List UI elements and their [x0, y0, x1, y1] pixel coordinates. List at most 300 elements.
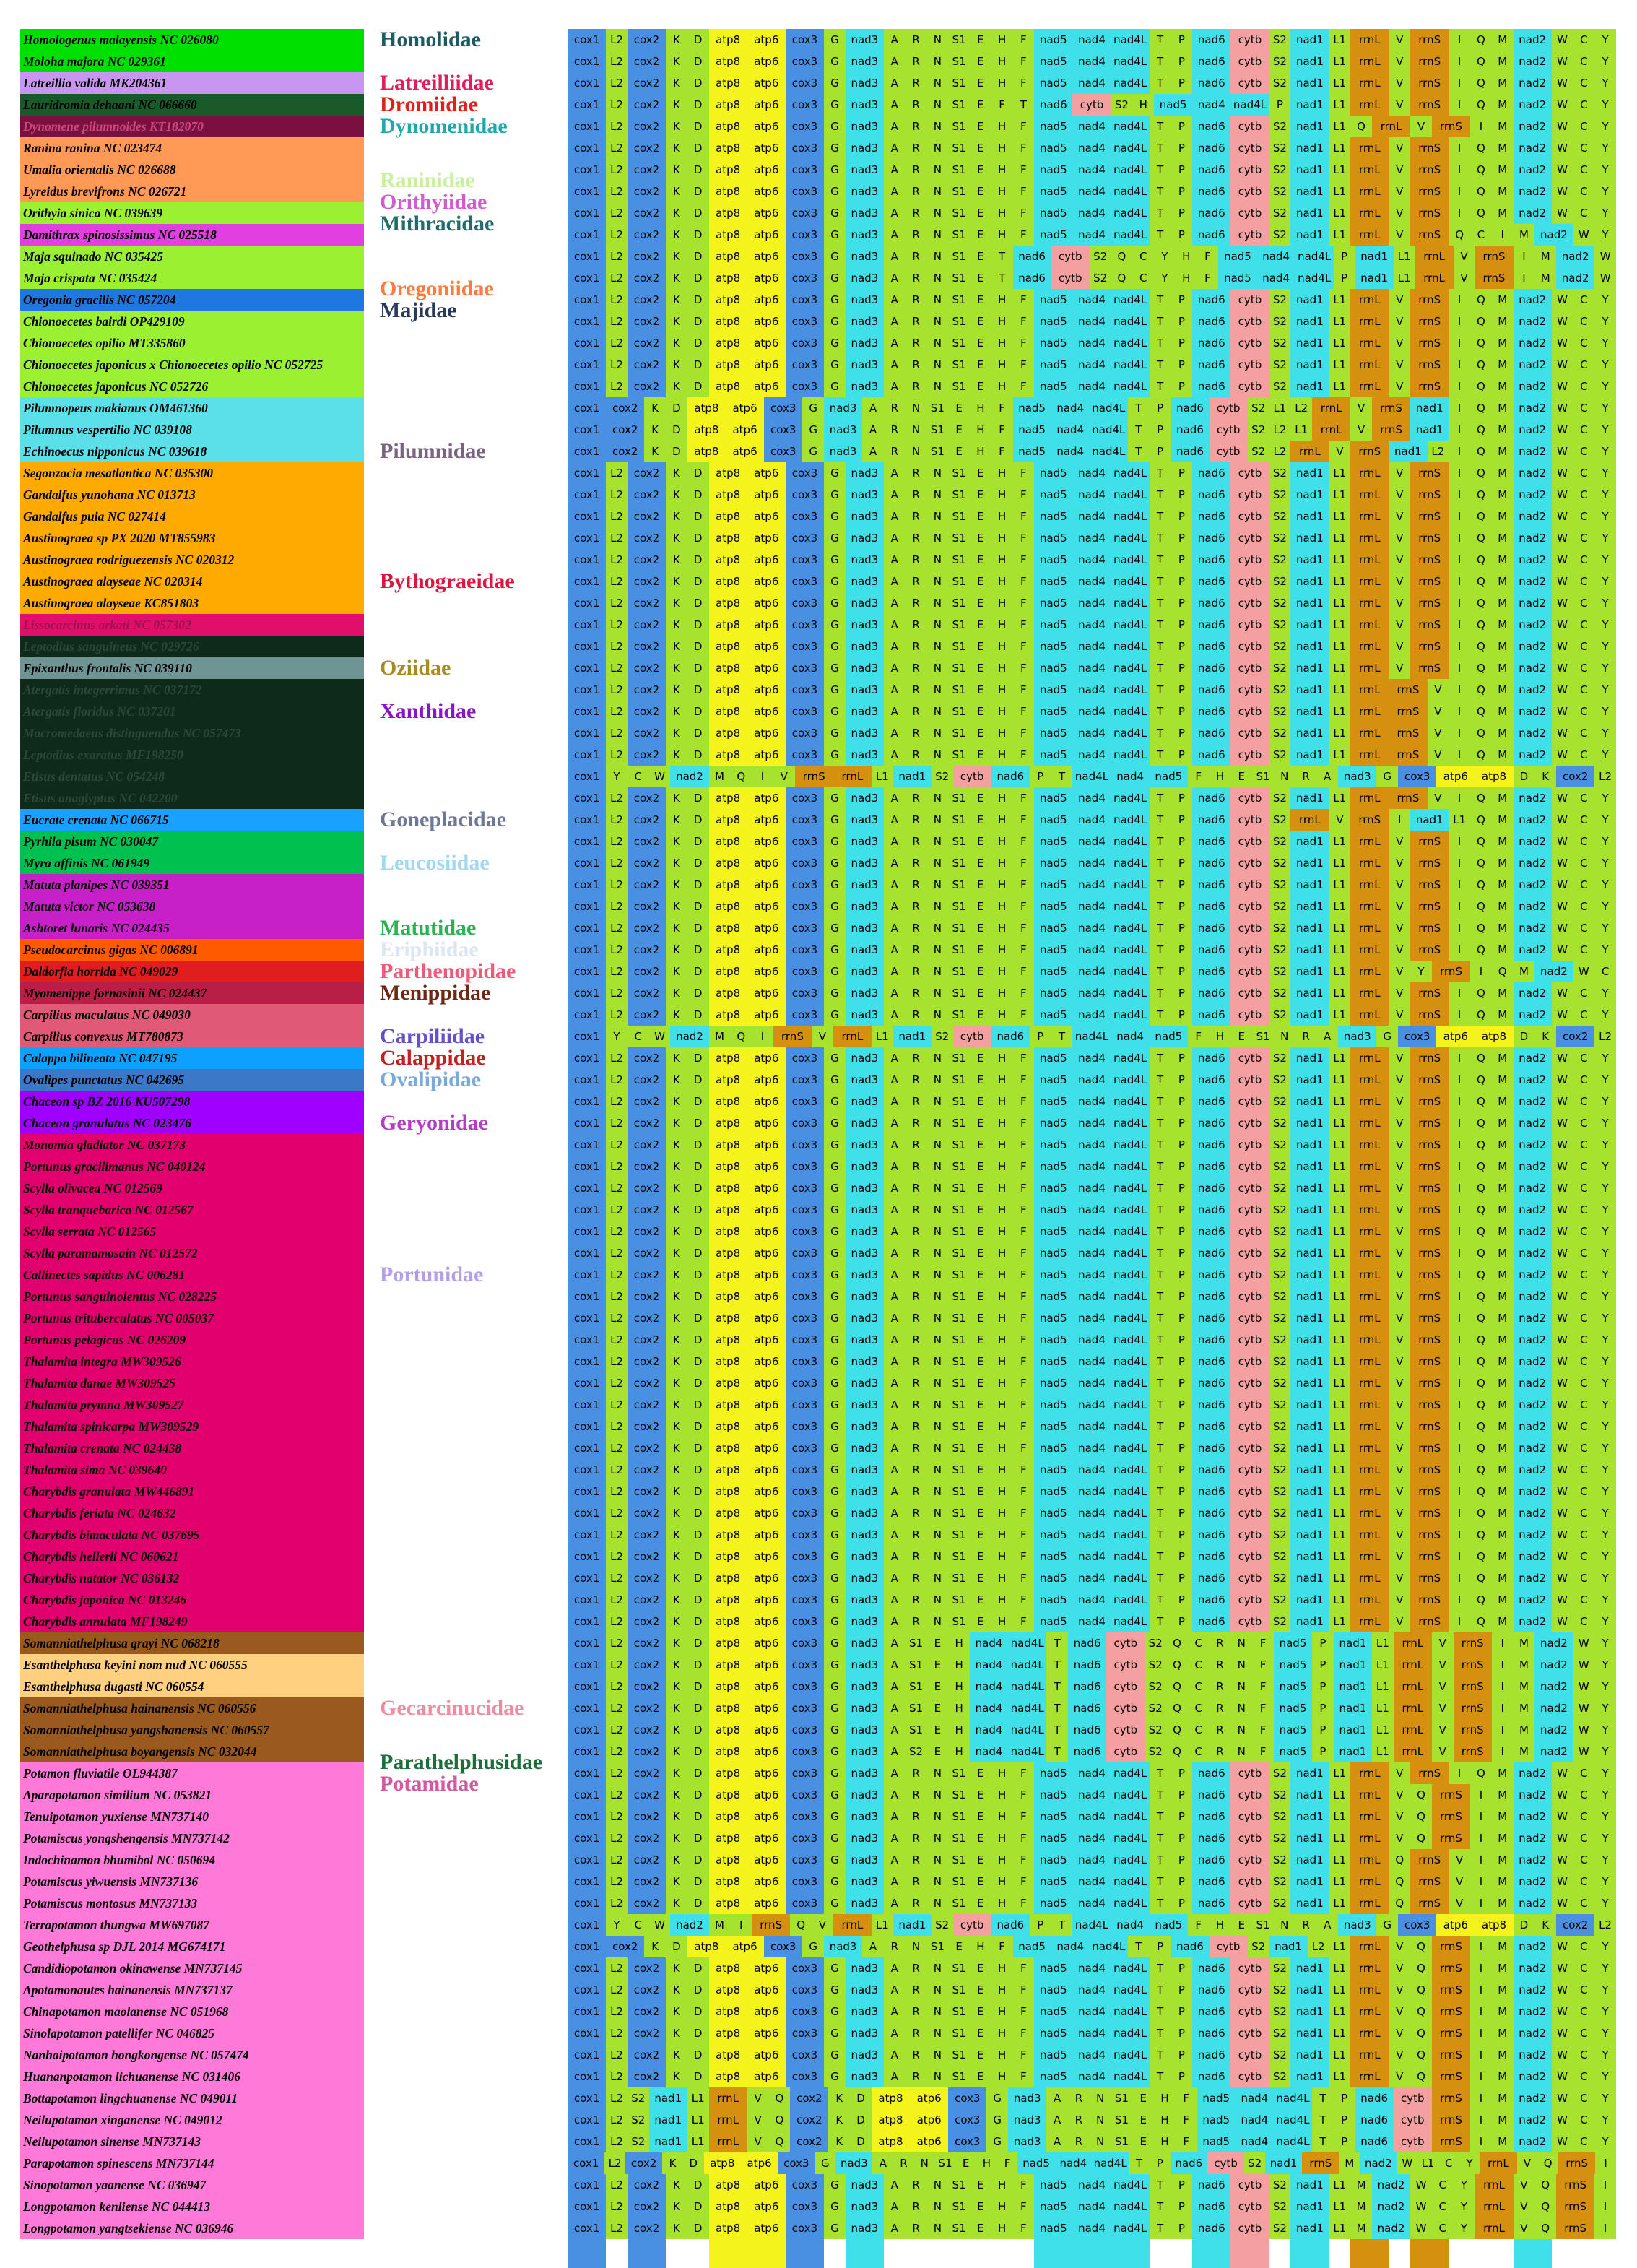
gene-l1-block: L1: [1329, 1784, 1350, 1806]
gene-f-block: F: [1013, 1871, 1035, 1892]
gene-n-block: N: [926, 1481, 948, 1502]
gene-f-block: F: [1013, 1134, 1035, 1156]
gene-nad4l-block: nad4L: [1230, 94, 1269, 116]
gene-f-block: F: [1013, 961, 1035, 982]
gene-rrns-block: rrnS: [1389, 722, 1427, 744]
gene-p-block: P: [1171, 874, 1192, 896]
gene-h-block: H: [1154, 2087, 1176, 2109]
gene-s2-block: S2: [1269, 462, 1291, 484]
gene-nad4l-block: nad4L: [1274, 2131, 1312, 2152]
gene-p-block: P: [1171, 1871, 1192, 1892]
gene-v-block: V: [1389, 224, 1410, 246]
gene-nad6-block: nad6: [1192, 852, 1230, 874]
gene-k-block: K: [666, 1091, 687, 1112]
gene-rrns-block: rrnS: [1410, 1502, 1449, 1524]
gene-t-block: T: [1013, 94, 1035, 116]
gene-nad4-block: nad4: [1072, 181, 1111, 202]
gene-h-block: H: [991, 484, 1013, 506]
gene-r-block: R: [906, 1784, 927, 1806]
gene-rrns-block: rrnS: [773, 1026, 812, 1047]
gene-nad6-block: nad6: [1013, 246, 1051, 267]
gene-s1-block: S1: [948, 246, 970, 267]
gene-cox3-block: cox3: [786, 874, 824, 896]
gene-cox3-block: cox3: [786, 1806, 824, 1827]
gene-rrnl-block: rrnL: [1350, 1871, 1389, 1892]
gene-v-block: V: [1432, 1632, 1454, 1654]
gene-q-block: Q: [1166, 1654, 1188, 1676]
gene-g-block: G: [824, 744, 846, 766]
gene-s2-block: S2: [1269, 484, 1291, 506]
gene-g-block: G: [824, 2174, 846, 2196]
gene-t-block: T: [1150, 1459, 1171, 1481]
gene-atp6-block: atp6: [747, 1481, 786, 1502]
gene-e-block: E: [970, 1957, 991, 1979]
gene-nad3-block: nad3: [846, 2066, 884, 2087]
gene-cytb-block: cytb: [1230, 1221, 1269, 1242]
gene-p-block: P: [1171, 1264, 1192, 1286]
gene-nad5-block: nad5: [1034, 679, 1072, 701]
species-label: Aparapotamon similium NC 053821: [20, 1784, 364, 1806]
gene-rrnl-block: rrnL: [1350, 1784, 1389, 1806]
gene-rrns-block: rrnS: [1432, 116, 1470, 137]
gene-e-block: E: [970, 1394, 991, 1416]
gene-i-block: I: [1492, 224, 1514, 246]
gene-cox1-block: cox1: [568, 1004, 606, 1026]
gene-t-block: T: [1128, 397, 1150, 419]
gene-nad5-block: nad5: [1034, 29, 1072, 51]
gene-s1-block: S1: [948, 1437, 970, 1459]
gene-s1-block: S1: [948, 1286, 970, 1307]
gene-k-block: K: [666, 1134, 687, 1156]
gene-d-block: D: [687, 311, 709, 332]
gene-atp6-block: atp6: [747, 2217, 786, 2239]
gene-nad4l-block: nad4L: [1111, 1156, 1150, 1177]
gene-d-block: D: [666, 441, 687, 462]
gene-m-block: M: [1492, 1307, 1514, 1329]
gene-rrns-block: rrnS: [1556, 2174, 1594, 2196]
gene-k-block: K: [666, 1589, 687, 1611]
gene-nad3-block: nad3: [846, 852, 884, 874]
gene-t-block: T: [1150, 311, 1171, 332]
gene-nad1-block: nad1: [1290, 1567, 1329, 1589]
gene-nad2-block: nad2: [1514, 852, 1552, 874]
gene-cox2-block: cox2: [628, 1957, 666, 1979]
gene-s1-block: S1: [948, 224, 970, 246]
gene-e-block: E: [970, 527, 991, 549]
gene-atp8-block: atp8: [709, 939, 747, 961]
species-label: Potamiscus montosus MN737133: [20, 1892, 364, 1914]
gene-t-block: T: [1150, 1567, 1171, 1589]
gene-h-block: H: [991, 1286, 1013, 1307]
gene-r-block: R: [906, 72, 927, 94]
gene-nad4-block: nad4: [1072, 592, 1111, 614]
gene-t-block: T: [1150, 1351, 1171, 1372]
gene-c-block: C: [1573, 2087, 1594, 2109]
family-label: Raninidae: [380, 168, 475, 192]
gene-cox2-block: cox2: [628, 1221, 666, 1242]
gene-nad5-block: nad5: [1034, 1199, 1072, 1221]
gene-l2-block: L2: [606, 484, 628, 506]
gene-e-block: E: [970, 1459, 991, 1481]
gene-rrnl-block: rrnL: [1394, 1697, 1432, 1719]
gene-r-block: R: [906, 484, 927, 506]
gene-l2-block: L2: [606, 2022, 628, 2044]
gene-cox3-block: cox3: [786, 809, 824, 831]
gene-atp6-block: atp6: [747, 51, 786, 72]
gene-n-block: N: [1230, 1632, 1252, 1654]
gene-cox2-block: cox2: [628, 1156, 666, 1177]
gene-h-block: H: [991, 224, 1013, 246]
gene-h-block: H: [991, 1242, 1013, 1264]
gene-rrnl-block: rrnL: [1350, 1524, 1389, 1546]
gene-atp6-block: atp6: [747, 1784, 786, 1806]
gene-cox1-block: cox1: [568, 1741, 606, 1762]
gene-nad5-block: nad5: [1034, 917, 1072, 939]
gene-t-block: T: [1150, 51, 1171, 72]
gene-l2-block: L2: [606, 2174, 628, 2196]
gene-g-block: G: [824, 1177, 846, 1199]
gene-i-block: I: [1594, 2174, 1616, 2196]
gene-p-block: P: [1171, 527, 1192, 549]
gene-w-block: W: [1552, 787, 1573, 809]
gene-nad4l-block: nad4L: [1111, 1372, 1150, 1394]
gene-e-block: E: [970, 2066, 991, 2087]
gene-nad4-block: nad4: [1072, 1481, 1111, 1502]
gene-v-block: V: [1350, 419, 1372, 441]
gene-l1-block: L1: [1394, 267, 1415, 289]
gene-f-block: F: [1176, 2087, 1197, 2109]
gene-nad4-block: nad4: [1072, 1134, 1111, 1156]
gene-cytb-block: cytb: [1230, 1806, 1269, 1827]
gene-l1-block: L1: [687, 2109, 709, 2131]
gene-n-block: N: [926, 1806, 948, 1827]
gene-atp8-block: atp8: [709, 1806, 747, 1827]
gene-q-block: Q: [1470, 982, 1492, 1004]
gene-c-block: C: [1438, 2152, 1459, 2174]
gene-rrns-block: rrnS: [1454, 1654, 1492, 1676]
gene-t-block: T: [1150, 1307, 1171, 1329]
gene-k-block: K: [666, 1719, 687, 1741]
gene-y-block: Y: [1594, 549, 1616, 571]
gene-i-block: I: [1449, 1567, 1470, 1589]
gene-nad5-block: nad5: [1034, 1871, 1072, 1892]
gene-g-block: G: [824, 29, 846, 51]
gene-p-block: P: [1171, 2174, 1192, 2196]
gene-cox1-block: cox1: [568, 484, 606, 506]
gene-rrnl-block: rrnL: [1350, 1936, 1389, 1957]
gene-h-block: H: [991, 1762, 1013, 1784]
species-label: Scylla tranquebarica NC 012567: [20, 1199, 364, 1221]
gene-d-block: D: [687, 202, 709, 224]
gene-nad1-block: nad1: [1290, 462, 1329, 484]
family-label: Eriphiidae: [380, 938, 479, 961]
gene-atp6-block: atp6: [747, 1524, 786, 1546]
gene-n-block: N: [926, 787, 948, 809]
gene-s1-block: S1: [948, 1502, 970, 1524]
gene-s1-block: S1: [948, 2066, 970, 2087]
gene-cytb-block: cytb: [1230, 1091, 1269, 1112]
gene-l2-block: L2: [606, 1372, 628, 1394]
gene-l1-block: L1: [1449, 809, 1470, 831]
gene-cox1-block: cox1: [568, 267, 606, 289]
gene-k-block: K: [666, 1849, 687, 1871]
gene-r-block: R: [906, 1091, 927, 1112]
gene-atp8-block: atp8: [709, 1416, 747, 1437]
species-label: Chinapotamon maolanense NC 051968: [20, 2001, 364, 2022]
gene-cytb-block: cytb: [1230, 1264, 1269, 1286]
gene-n-block: N: [926, 1827, 948, 1849]
family-label: Latreilliidae: [380, 71, 494, 95]
gene-q-block: Q: [1470, 94, 1492, 116]
gene-l2-block: L2: [606, 549, 628, 571]
gene-nad4-block: nad4: [970, 1676, 1008, 1697]
gene-s1-block: S1: [948, 1329, 970, 1351]
gene-nad3-block: nad3: [846, 1416, 884, 1437]
gene-q-block: Q: [1470, 1524, 1492, 1546]
gene-nad6-block: nad6: [1192, 939, 1230, 961]
gene-t-block: T: [1150, 1979, 1171, 2001]
gene-g-block: G: [986, 2087, 1008, 2109]
gene-i-block: I: [1389, 809, 1410, 831]
gene-g-block: G: [824, 1784, 846, 1806]
gene-a-block: A: [884, 896, 906, 917]
gene-y-block: Y: [1594, 1567, 1616, 1589]
gene-g-block: G: [815, 2152, 835, 2174]
gene-i-block: I: [1449, 701, 1470, 722]
gene-p-block: P: [1171, 1589, 1192, 1611]
gene-rrns-block: rrnS: [1410, 636, 1449, 657]
species-label: Chionoecetes japonicus x Chionoecetes opilio NC 052725: [20, 354, 364, 376]
gene-atp8-block: atp8: [872, 2131, 910, 2152]
gene-order-row: [568, 831, 1616, 852]
gene-m-block: M: [1492, 1589, 1514, 1611]
gene-nad4l-block: nad4L: [1111, 1199, 1150, 1221]
gene-c-block: C: [1432, 2196, 1454, 2217]
gene-nad4-block: nad4: [1072, 1394, 1111, 1416]
gene-v-block: V: [1432, 1741, 1454, 1762]
gene-rrns-block: rrnS: [795, 766, 833, 787]
gene-d-block: D: [687, 1806, 709, 1827]
gene-t-block: T: [1312, 2131, 1334, 2152]
gene-order-row: [568, 896, 1616, 917]
gene-k-block: K: [1534, 1026, 1556, 1047]
gene-nad1-block: nad1: [1290, 614, 1329, 636]
gene-cytb-block: cytb: [1230, 2196, 1269, 2217]
gene-l1-block: L1: [1329, 116, 1350, 137]
gene-rrns-block: rrnS: [1410, 506, 1449, 527]
gene-rrns-block: rrnS: [1372, 419, 1410, 441]
gene-cox3-block: cox3: [786, 354, 824, 376]
gene-q-block: Q: [1470, 1459, 1492, 1481]
gene-rrns-block: rrnS: [1432, 2066, 1470, 2087]
gene-rrns-block: rrnS: [1410, 51, 1449, 72]
gene-d-block: D: [687, 267, 709, 289]
gene-nad5-block: nad5: [1034, 2196, 1072, 2217]
gene-c-block: C: [1573, 1936, 1594, 1957]
gene-nad4-block: nad4: [1072, 2022, 1111, 2044]
gene-atp8-block: atp8: [709, 2022, 747, 2044]
gene-rrnl-block: rrnL: [1350, 1394, 1389, 1416]
gene-rrnl-block: rrnL: [1350, 1589, 1389, 1611]
gene-order-row: [568, 1806, 1616, 1827]
gene-h-block: H: [991, 72, 1013, 94]
gene-order-row: [568, 1286, 1616, 1307]
gene-n-block: N: [926, 1416, 948, 1437]
gene-l1-block: L1: [1329, 1567, 1350, 1589]
gene-h-block: H: [970, 441, 991, 462]
gene-nad3-block: nad3: [846, 831, 884, 852]
gene-m-block: M: [1492, 2001, 1514, 2022]
gene-order-row: [568, 1329, 1616, 1351]
gene-h-block: H: [991, 181, 1013, 202]
gene-atp8-block: atp8: [709, 267, 747, 289]
gene-d-block: D: [687, 1567, 709, 1589]
gene-n-block: N: [926, 722, 948, 744]
gene-cytb-block: cytb: [1106, 1632, 1145, 1654]
gene-atp8-block: atp8: [1475, 1026, 1513, 1047]
gene-nad2-block: nad2: [1514, 1004, 1552, 1026]
gene-nad1-block: nad1: [1265, 2152, 1302, 2174]
gene-nad6-block: nad6: [1192, 1892, 1230, 1914]
gene-nad2-block: nad2: [1514, 1806, 1552, 1827]
gene-d-block: D: [687, 2217, 709, 2239]
gene-s2-block: S2: [1269, 809, 1291, 831]
gene-w-block: W: [1552, 441, 1573, 462]
gene-r-block: R: [906, 1134, 927, 1156]
gene-nad1-block: nad1: [1290, 1784, 1329, 1806]
gene-nad5-block: nad5: [1034, 549, 1072, 571]
gene-k-block: K: [666, 506, 687, 527]
gene-rrnl-block: rrnL: [1350, 1762, 1389, 1784]
species-label: Longpotamon kenliense NC 044413: [20, 2196, 364, 2217]
gene-a-block: A: [884, 1589, 906, 1611]
gene-nad4-block: nad4: [1072, 636, 1111, 657]
gene-cox1-block: cox1: [568, 1611, 606, 1632]
gene-nad1-block: nad1: [1334, 1654, 1372, 1676]
gene-cox1-block: cox1: [568, 354, 606, 376]
gene-i-block: I: [1449, 506, 1470, 527]
gene-w-block: W: [1552, 202, 1573, 224]
gene-d-block: D: [687, 1762, 709, 1784]
gene-f-block: F: [1188, 1914, 1210, 1936]
gene-w-block: W: [1552, 939, 1573, 961]
gene-nad4l-block: nad4L: [1111, 722, 1150, 744]
gene-atp6-block: atp6: [747, 1589, 786, 1611]
gene-rrnl-block: rrnL: [709, 2109, 747, 2131]
gene-w-block: W: [1552, 1329, 1573, 1351]
gene-rrnl-block: rrnL: [1394, 1632, 1432, 1654]
gene-cox2-block: cox2: [628, 527, 666, 549]
gene-k-block: K: [666, 1416, 687, 1437]
gene-nad4l-block: nad4L: [1008, 1632, 1046, 1654]
gene-e-block: E: [970, 1589, 991, 1611]
gene-cox1-block: cox1: [568, 1264, 606, 1286]
gene-w-block: W: [1552, 2087, 1573, 2109]
gene-l2-block: L2: [606, 1394, 628, 1416]
gene-g-block: G: [986, 2131, 1008, 2152]
gene-i-block: I: [1449, 1459, 1470, 1481]
gene-a-block: A: [884, 51, 906, 72]
gene-y-block: Y: [1594, 1892, 1616, 1914]
gene-cox1-block: cox1: [568, 1221, 606, 1242]
gene-rrnl-block: rrnL: [1350, 1437, 1389, 1459]
species-label: Daldorfia horrida NC 049029: [20, 961, 364, 982]
gene-rrns-block: rrnS: [1432, 2001, 1470, 2022]
gene-s1-block: S1: [948, 1871, 970, 1892]
gene-a-block: A: [884, 874, 906, 896]
gene-y-block: Y: [1594, 2044, 1616, 2066]
gene-a-block: A: [884, 484, 906, 506]
gene-order-row: [568, 1481, 1616, 1502]
gene-rrns-block: rrnS: [1432, 961, 1470, 982]
gene-l2-block: L2: [606, 2001, 628, 2022]
gene-f-block: F: [1013, 1611, 1035, 1632]
gene-nad4-block: nad4: [1072, 224, 1111, 246]
gene-m-block: M: [1492, 1567, 1514, 1589]
gene-nad2-block: nad2: [1514, 1611, 1552, 1632]
gene-c-block: C: [1573, 571, 1594, 592]
gene-s1-block: S1: [948, 1546, 970, 1567]
gene-l1-block: L1: [1329, 1871, 1350, 1892]
gene-nad5-block: nad5: [1034, 1892, 1072, 1914]
species-label: Esanthelphusa dugasti NC 060554: [20, 1676, 364, 1697]
gene-nad1-block: nad1: [1290, 852, 1329, 874]
gene-atp8-block: atp8: [709, 1849, 747, 1871]
gene-order-row: [568, 1026, 1616, 1047]
gene-l1-block: L1: [1329, 2001, 1350, 2022]
gene-atp6-block: atp6: [747, 1459, 786, 1481]
gene-nad1-block: nad1: [1290, 874, 1329, 896]
gene-m-block: M: [1492, 1459, 1514, 1481]
gene-p-block: P: [1171, 1134, 1192, 1156]
gene-cox2-block: cox2: [628, 701, 666, 722]
gene-r-block: R: [906, 961, 927, 982]
gene-cytb-block: cytb: [1230, 679, 1269, 701]
gene-g-block: G: [824, 51, 846, 72]
gene-cytb-block: cytb: [1230, 1329, 1269, 1351]
gene-order-row: [568, 1762, 1616, 1784]
gene-l1-block: L1: [1329, 1459, 1350, 1481]
gene-e-block: E: [970, 1264, 991, 1286]
gene-cox3-block: cox3: [786, 614, 824, 636]
gene-r-block: R: [906, 2022, 927, 2044]
gene-a-block: A: [884, 1762, 906, 1784]
gene-n-block: N: [926, 116, 948, 137]
gene-nad6-block: nad6: [1068, 1676, 1106, 1697]
gene-rrns-block: rrnS: [1410, 159, 1449, 181]
gene-h-block: H: [991, 1047, 1013, 1069]
gene-atp6-block: atp6: [747, 1979, 786, 2001]
gene-s2-block: S2: [1269, 2217, 1291, 2239]
gene-l1-block: L1: [1329, 224, 1350, 246]
gene-nad6-block: nad6: [1192, 1264, 1230, 1286]
species-label: Potamon fluviatile OL944387: [20, 1762, 364, 1784]
gene-rrnl-block: rrnL: [1350, 701, 1389, 722]
gene-cox1-block: cox1: [568, 527, 606, 549]
gene-atp6-block: atp6: [747, 1719, 786, 1741]
gene-nad1-block: nad1: [1290, 982, 1329, 1004]
gene-i-block: I: [1449, 72, 1470, 94]
gene-y-block: Y: [1594, 809, 1616, 831]
gene-a-block: A: [884, 1069, 906, 1091]
gene-t-block: T: [1312, 2109, 1334, 2131]
gene-atp6-block: atp6: [747, 354, 786, 376]
gene-m-block: M: [1492, 1849, 1514, 1871]
gene-nad4l-block: nad4L: [1111, 1047, 1150, 1069]
gene-k-block: K: [666, 1199, 687, 1221]
gene-cox1-block: cox1: [568, 1502, 606, 1524]
gene-q-block: Q: [1470, 1351, 1492, 1372]
